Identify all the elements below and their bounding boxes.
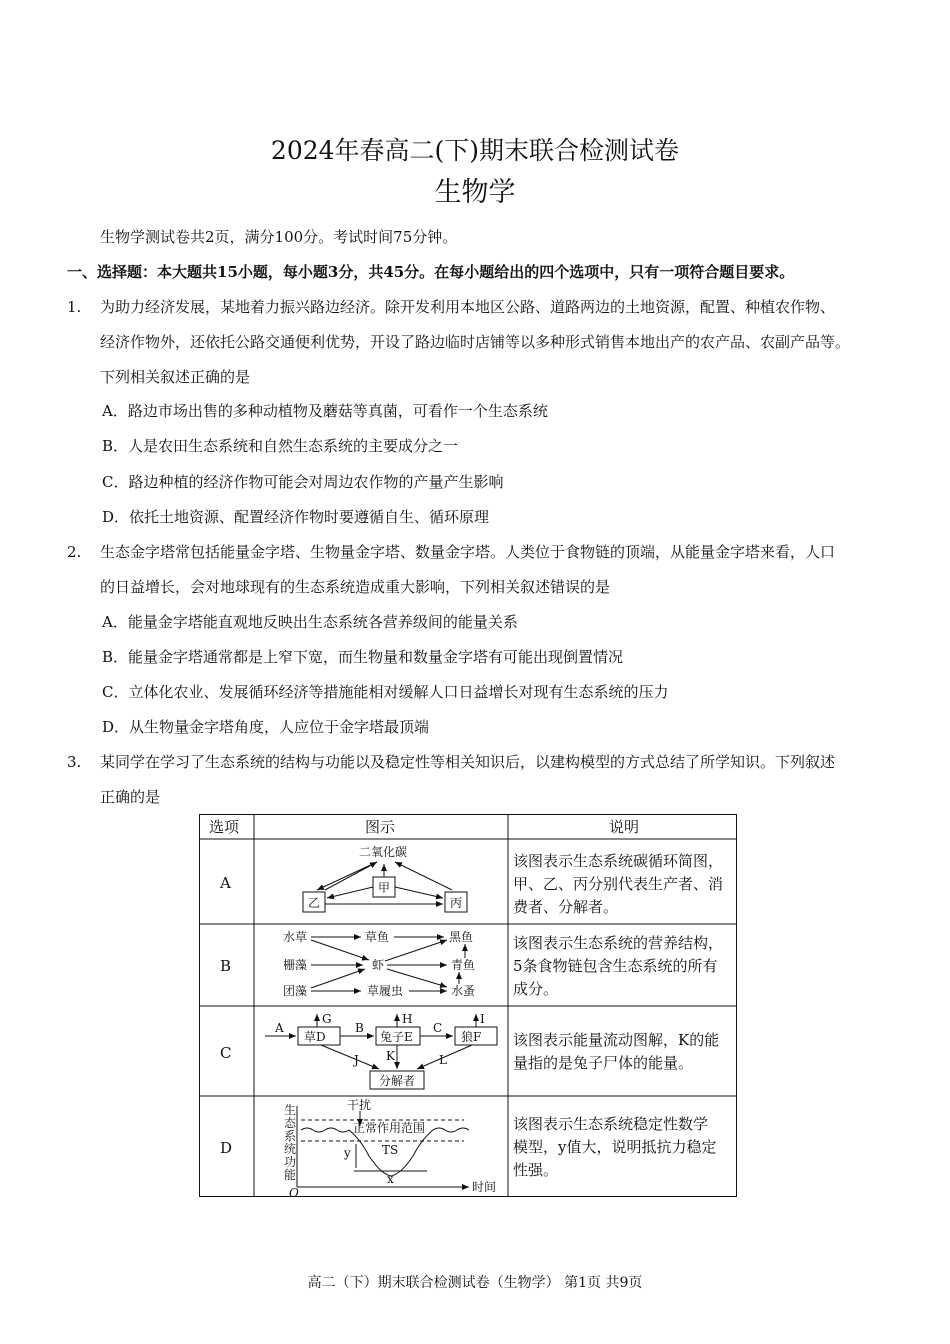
label-l: L: [439, 1053, 447, 1067]
row-a-option: A: [220, 874, 231, 892]
label-k: K: [386, 1049, 395, 1063]
label-shanzao: 栅藻: [283, 958, 308, 972]
question-stem: 正确的是: [100, 788, 161, 806]
question-stem: 生态金字塔常包括能量金字塔、生物量金字塔、数量金字塔。人类位于食物链的顶端，从能量金字塔来看，人口: [100, 543, 836, 561]
section-heading: 一、选择题：本大题共15小题，每小题3分，共45分。在每小题给出的四个选项中，只有一项符合题目要求。: [67, 263, 795, 281]
label-caolvchong: 草履虫: [367, 984, 404, 998]
option-b: B．人是农田生态系统和自然生态系统的主要成分之一: [102, 437, 459, 455]
question-number: 1.: [67, 298, 82, 316]
row-b-desc: 该图表示生态系统的营养结构，: [513, 934, 724, 952]
label-b: B: [355, 1021, 364, 1035]
question-stem: 某同学在学习了生态系统的结构与功能以及稳定性等相关知识后，以建构模型的方式总结了所学知识。下列叙述: [100, 753, 836, 771]
label-time: 时间: [472, 1180, 497, 1194]
label-tuanzao: 团藻: [283, 984, 308, 998]
label-origin: O: [289, 1186, 299, 1197]
row-a-desc: 该图表示生态系统碳循环简图，: [513, 852, 724, 870]
row-a-desc: 甲、乙、丙分别代表生产者、消: [513, 875, 724, 893]
row-d-desc: 该图表示生态系统稳定性数学: [513, 1115, 709, 1133]
option-a: A．能量金字塔能直观地反映出生态系统各营养级间的能量关系: [102, 613, 518, 631]
option-b: B．能量金字塔通常都是上窄下宽，而生物量和数量金字塔有可能出现倒置情况: [102, 648, 624, 666]
question-stem: 下列相关叙述正确的是: [100, 368, 251, 386]
row-c-option: C: [220, 1044, 232, 1062]
box-cao: 草D: [304, 1030, 326, 1044]
row-b-option: B: [220, 957, 232, 975]
label-heiyu: 黑鱼: [449, 930, 474, 944]
label-xia: 虾: [372, 958, 385, 972]
option-c: C．路边种植的经济作物可能会对周边农作物的产量产生影响: [102, 473, 504, 491]
label-yaxis-1: 生: [284, 1103, 297, 1117]
row-b-desc: 5条食物链包含生态系统的所有: [513, 957, 718, 975]
question-stem: 经济作物外，还依托公路交通便利优势，开设了路边临时店铺等以多种形式销售本地出产的农产品、农副产品等。: [100, 333, 851, 351]
diagram-stability: [284, 1097, 496, 1197]
header-figure: 图示: [365, 818, 396, 836]
label-yaxis-3: 系: [284, 1129, 297, 1143]
label-co2: 二氧化碳: [359, 845, 408, 859]
label-ganrao: 干扰: [347, 1098, 372, 1112]
label-j: J: [354, 1053, 359, 1067]
diagram-food-web: [283, 929, 475, 998]
diagram-carbon-cycle: [303, 844, 467, 912]
label-qingyu: 青鱼: [451, 958, 476, 972]
label-x: x: [387, 1172, 394, 1186]
diagram-energy-flow: [265, 1012, 497, 1089]
label-y: y: [344, 1146, 351, 1160]
question-number: 2.: [67, 543, 82, 561]
label-g: G: [322, 1012, 332, 1026]
label-yi: 乙: [308, 896, 321, 910]
box-tu: 兔子E: [380, 1030, 413, 1044]
label-c: C: [433, 1021, 443, 1035]
option-a: A．路边市场出售的多种动植物及蘑菇等真菌，可看作一个生态系统: [102, 402, 548, 420]
label-yaxis-2: 态: [284, 1116, 297, 1130]
row-b-desc: 成分。: [513, 980, 559, 998]
row-c-desc: 量指的是兔子尸体的能量。: [513, 1054, 694, 1072]
label-yaxis-6: 能: [284, 1168, 297, 1182]
question-number: 3.: [67, 753, 82, 771]
label-yaxis-4: 统: [284, 1142, 297, 1156]
question-stem: 的日益增长，会对地球现有的生态系统造成重大影响，下列相关叙述错误的是: [100, 578, 611, 596]
question-stem: 为助力经济发展，某地着力振兴路边经济。除开发利用本地区公路、道路两边的土地资源，配置、种植农作物、: [100, 298, 836, 316]
label-ts: TS: [382, 1143, 399, 1157]
option-d: D．依托土地资源、配置经济作物时要遵循自生、循环原理: [102, 508, 490, 526]
row-c-desc: 该图表示能量流动图解，K的能: [513, 1031, 720, 1049]
exam-title: 2024年春高二(下)期末联合检测试卷: [270, 136, 680, 165]
label-caoyu: 草鱼: [365, 930, 390, 944]
label-fanwei: 正常作用范围: [353, 1121, 426, 1135]
label-shuizao: 水蚤: [451, 984, 476, 998]
row-d-desc: 性强。: [513, 1161, 559, 1179]
box-lang: 狼F: [461, 1030, 482, 1044]
row-d-option: D: [220, 1139, 233, 1157]
label-a: A: [275, 1021, 284, 1035]
label-jia: 甲: [378, 881, 391, 895]
row-d-desc: 模型，y值大，说明抵抗力稳定: [513, 1138, 717, 1156]
label-yaxis-5: 功: [284, 1155, 297, 1169]
header-option: 选项: [209, 818, 240, 836]
box-fenjie: 分解者: [379, 1074, 416, 1088]
option-c: C．立体化农业、发展循环经济等措施能相对缓解人口日益增长对现有生态系统的压力: [102, 683, 669, 701]
label-h: H: [402, 1012, 413, 1026]
page-footer: 高二（下）期末联合检测试卷（生物学） 第1页 共9页: [307, 1275, 643, 1291]
option-d: D．从生物量金字塔角度，人应位于金字塔最顶端: [102, 718, 430, 736]
exam-intro: 生物学测试卷共2页，满分100分。考试时间75分钟。: [100, 228, 458, 246]
row-a-desc: 费者、分解者。: [513, 898, 619, 916]
options-table: [199, 814, 737, 1197]
label-bing: 丙: [450, 896, 463, 910]
label-i: I: [480, 1012, 485, 1026]
label-shuicao: 水草: [283, 930, 308, 944]
exam-subject: 生物学: [434, 177, 516, 208]
header-desc: 说明: [609, 818, 640, 836]
